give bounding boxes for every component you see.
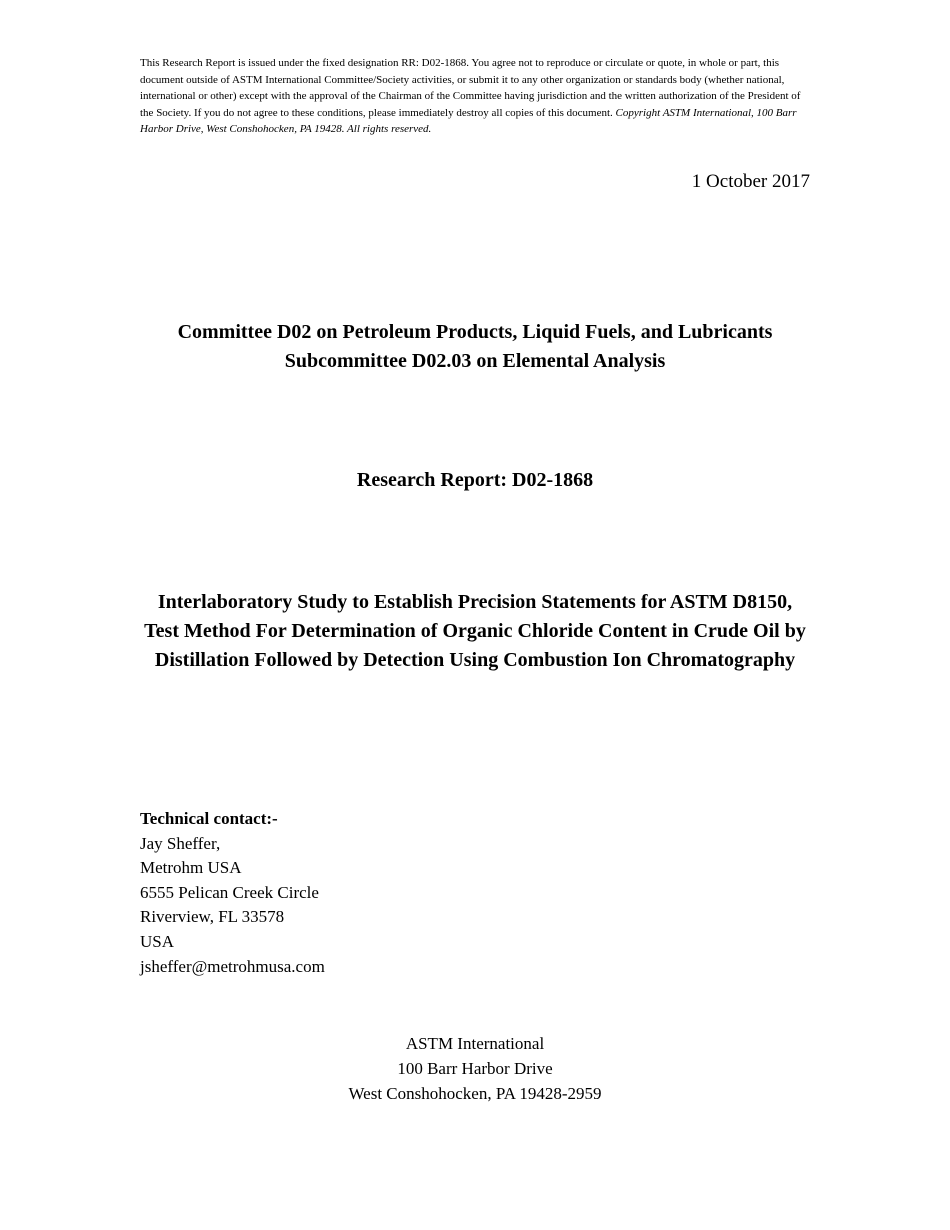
committee-heading [140, 318, 810, 376]
notice-text: This Research Report is issued under the fixed designation RR: D02-1868. You agree not to reproduce or circulate or quote, in whole or part, this document outside of ASTM International Committee/Society activities, or submit it to any other organization or standards body (whether national, international or other) except with the approval of the Chairman of the Committee having jurisdiction and the written authorization of the President of the Society. If you do not agree to these conditions, please immediately destroy all copies of this document. [140, 57, 801, 119]
astm-address [140, 1031, 810, 1106]
contact-email[interactable]: jsheffer@metrohmusa.com [140, 956, 325, 976]
address-city: West Conshohocken, PA 19428-2959 [348, 1084, 602, 1103]
notice-copyright: Copyright ASTM International, 100 Barr Harbor Drive, West Conshohocken, PA 19428. All rights reserved. [140, 106, 797, 136]
contact-company: Metrohm USA [140, 858, 242, 878]
committee-name: Committee D02 on Petroleum Products, Liquid Fuels, and Lubricants [177, 321, 773, 343]
address-org: ASTM International [405, 1034, 545, 1053]
contact-country: USA [140, 931, 175, 951]
contact-label: Technical contact:- [140, 809, 278, 828]
contact-street: 6555 Pelican Creek Circle [140, 882, 319, 902]
address-street: 100 Barr Harbor Drive [397, 1059, 553, 1078]
study-title-text: Interlaboratory Study to Establish Precision Statements for ASTM D8150, Test Method For Determination of Organic Chloride Content in Crude Oil by Distillation Followed by Detection Using Combustion Ion Chromatography [144, 591, 806, 671]
contact-name: Jay Sheffer, [140, 833, 221, 853]
contact-city: Riverview, FL 33578 [140, 907, 285, 927]
technical-contact [140, 807, 325, 979]
study-title [140, 588, 810, 675]
subcommittee-name: Subcommittee D02.03 on Elemental Analysis [284, 350, 666, 372]
report-date: 1 October 2017 [691, 171, 810, 192]
report-id-heading: Research Report: D02-1868 [356, 469, 594, 491]
copyright-notice [140, 55, 812, 138]
